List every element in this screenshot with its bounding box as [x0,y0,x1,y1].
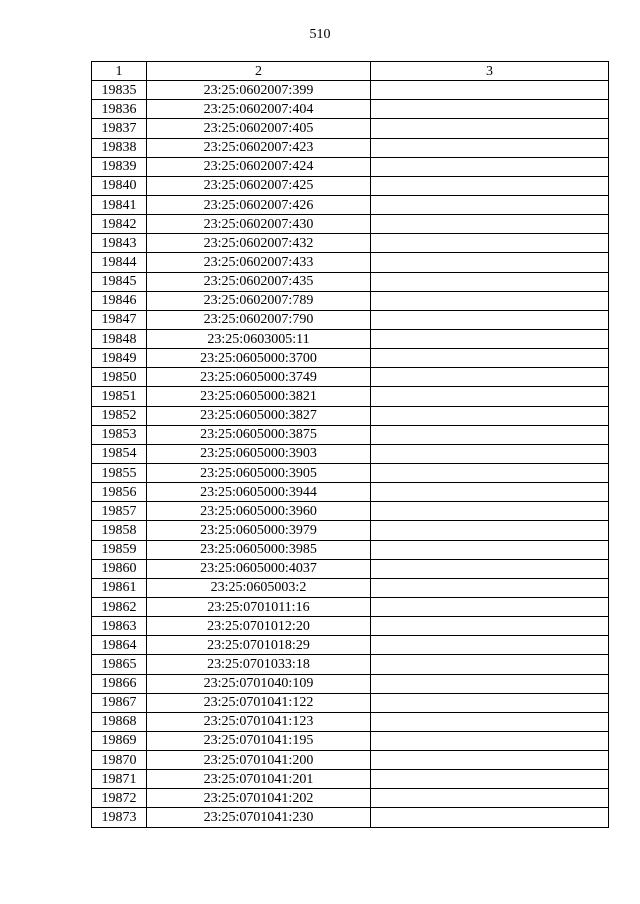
note-cell [371,693,609,712]
note-cell [371,674,609,693]
cadastral-number-cell: 23:25:0602007:426 [147,195,371,214]
note-cell [371,655,609,674]
note-cell [371,636,609,655]
table-row [92,578,609,597]
cadastral-number-cell: 23:25:0602007:790 [147,310,371,329]
column-header-3: 3 [371,62,609,81]
table-row [92,521,609,540]
row-number-cell: 19835 [92,81,147,100]
table-row [92,368,609,387]
table-row [92,693,609,712]
row-number-cell: 19867 [92,693,147,712]
cadastral-number-cell: 23:25:0701041:202 [147,789,371,808]
row-number-cell: 19841 [92,195,147,214]
row-number-cell: 19839 [92,157,147,176]
cadastral-number-cell: 23:25:0701041:122 [147,693,371,712]
table-row [92,234,609,253]
row-number-cell: 19851 [92,387,147,406]
cadastral-number-cell: 23:25:0701041:200 [147,751,371,770]
table-row [92,215,609,234]
table-row [92,789,609,808]
cadastral-number-cell: 23:25:0605000:3944 [147,483,371,502]
row-number-cell: 19871 [92,770,147,789]
cadastral-number-cell: 23:25:0701041:230 [147,808,371,827]
table-row [92,808,609,827]
cadastral-number-cell: 23:25:0602007:399 [147,81,371,100]
table-row [92,349,609,368]
cadastral-number-cell: 23:25:0701018:29 [147,636,371,655]
row-number-cell: 19866 [92,674,147,693]
cadastral-number-cell: 23:25:0605003:2 [147,578,371,597]
note-cell [371,253,609,272]
note-cell [371,425,609,444]
column-header-1: 1 [92,62,147,81]
cadastral-number-cell: 23:25:0701040:109 [147,674,371,693]
table-row [92,195,609,214]
note-cell [371,368,609,387]
cadastral-number-cell: 23:25:0605000:3875 [147,425,371,444]
row-number-cell: 19836 [92,100,147,119]
note-cell [371,234,609,253]
cadastral-number-cell: 23:25:0602007:789 [147,291,371,310]
page-number: 510 [309,27,331,42]
row-number-cell: 19870 [92,751,147,770]
cadastral-number-cell: 23:25:0701041:201 [147,770,371,789]
note-cell [371,597,609,616]
table-row [92,502,609,521]
table-row [92,770,609,789]
row-number-cell: 19868 [92,712,147,731]
table-row [92,617,609,636]
row-number-cell: 19844 [92,253,147,272]
cadastral-number-cell: 23:25:0701012:20 [147,617,371,636]
header-row [92,62,609,81]
note-cell [371,291,609,310]
cadastral-number-cell: 23:25:0605000:3700 [147,349,371,368]
note-cell [371,444,609,463]
table-row [92,712,609,731]
note-cell [371,119,609,138]
table-row [92,119,609,138]
cadastral-number-cell: 23:25:0605000:3903 [147,444,371,463]
note-cell [371,310,609,329]
cadastral-number-cell: 23:25:0602007:433 [147,253,371,272]
note-cell [371,789,609,808]
cadastral-number-cell: 23:25:0602007:424 [147,157,371,176]
cadastral-number-cell: 23:25:0605000:3905 [147,463,371,482]
cadastral-number-cell: 23:25:0701011:16 [147,597,371,616]
table-row [92,406,609,425]
note-cell [371,272,609,291]
note-cell [371,406,609,425]
table-row [92,463,609,482]
note-cell [371,578,609,597]
row-number-cell: 19842 [92,215,147,234]
note-cell [371,770,609,789]
row-number-cell: 19856 [92,483,147,502]
table-row [92,310,609,329]
note-cell [371,349,609,368]
table-row [92,291,609,310]
table-row [92,731,609,750]
row-number-cell: 19852 [92,406,147,425]
note-cell [371,808,609,827]
row-number-cell: 19847 [92,310,147,329]
row-number-cell: 19859 [92,540,147,559]
note-cell [371,751,609,770]
cadastral-number-cell: 23:25:0701033:18 [147,655,371,674]
table-row [92,81,609,100]
row-number-cell: 19837 [92,119,147,138]
cadastral-number-cell: 23:25:0602007:430 [147,215,371,234]
note-cell [371,483,609,502]
cadastral-number-cell: 23:25:0605000:3960 [147,502,371,521]
note-cell [371,617,609,636]
table-row [92,253,609,272]
table-row [92,138,609,157]
cadastral-number-cell: 23:25:0701041:195 [147,731,371,750]
note-cell [371,176,609,195]
cadastral-number-cell: 23:25:0605000:3827 [147,406,371,425]
row-number-cell: 19843 [92,234,147,253]
row-number-cell: 19848 [92,329,147,348]
table-row [92,387,609,406]
note-cell [371,138,609,157]
row-number-cell: 19872 [92,789,147,808]
cadastral-number-cell: 23:25:0701041:123 [147,712,371,731]
row-number-cell: 19850 [92,368,147,387]
note-cell [371,157,609,176]
table-row [92,674,609,693]
table-row [92,444,609,463]
row-number-cell: 19862 [92,597,147,616]
cadastral-number-cell: 23:25:0605000:4037 [147,559,371,578]
table-row [92,425,609,444]
row-number-cell: 19863 [92,617,147,636]
table-row [92,329,609,348]
row-number-cell: 19873 [92,808,147,827]
cadastral-number-cell: 23:25:0605000:3979 [147,521,371,540]
table-row [92,636,609,655]
row-number-cell: 19838 [92,138,147,157]
table-row [92,597,609,616]
table-row [92,157,609,176]
note-cell [371,712,609,731]
row-number-cell: 19840 [92,176,147,195]
cadastral-number-cell: 23:25:0605000:3749 [147,368,371,387]
table-row [92,751,609,770]
column-header-2: 2 [147,62,371,81]
note-cell [371,100,609,119]
note-cell [371,559,609,578]
table-header [92,62,609,81]
table-row [92,655,609,674]
note-cell [371,540,609,559]
row-number-cell: 19849 [92,349,147,368]
table-row [92,176,609,195]
table-row [92,272,609,291]
registry-table [91,61,609,828]
note-cell [371,329,609,348]
note-cell [371,81,609,100]
row-number-cell: 19857 [92,502,147,521]
cadastral-number-cell: 23:25:0605000:3985 [147,540,371,559]
note-cell [371,215,609,234]
table-body [92,81,609,827]
note-cell [371,387,609,406]
table-row [92,559,609,578]
row-number-cell: 19845 [92,272,147,291]
cadastral-number-cell: 23:25:0605000:3821 [147,387,371,406]
row-number-cell: 19861 [92,578,147,597]
note-cell [371,195,609,214]
cadastral-number-cell: 23:25:0602007:404 [147,100,371,119]
cadastral-number-cell: 23:25:0603005:11 [147,329,371,348]
table-row [92,100,609,119]
row-number-cell: 19860 [92,559,147,578]
cadastral-number-cell: 23:25:0602007:423 [147,138,371,157]
cadastral-number-cell: 23:25:0602007:435 [147,272,371,291]
row-number-cell: 19865 [92,655,147,674]
row-number-cell: 19855 [92,463,147,482]
row-number-cell: 19864 [92,636,147,655]
table-row [92,483,609,502]
row-number-cell: 19853 [92,425,147,444]
table-row [92,540,609,559]
note-cell [371,502,609,521]
row-number-cell: 19858 [92,521,147,540]
cadastral-number-cell: 23:25:0602007:405 [147,119,371,138]
note-cell [371,463,609,482]
note-cell [371,521,609,540]
cadastral-number-cell: 23:25:0602007:432 [147,234,371,253]
row-number-cell: 19869 [92,731,147,750]
note-cell [371,731,609,750]
cadastral-number-cell: 23:25:0602007:425 [147,176,371,195]
row-number-cell: 19846 [92,291,147,310]
row-number-cell: 19854 [92,444,147,463]
